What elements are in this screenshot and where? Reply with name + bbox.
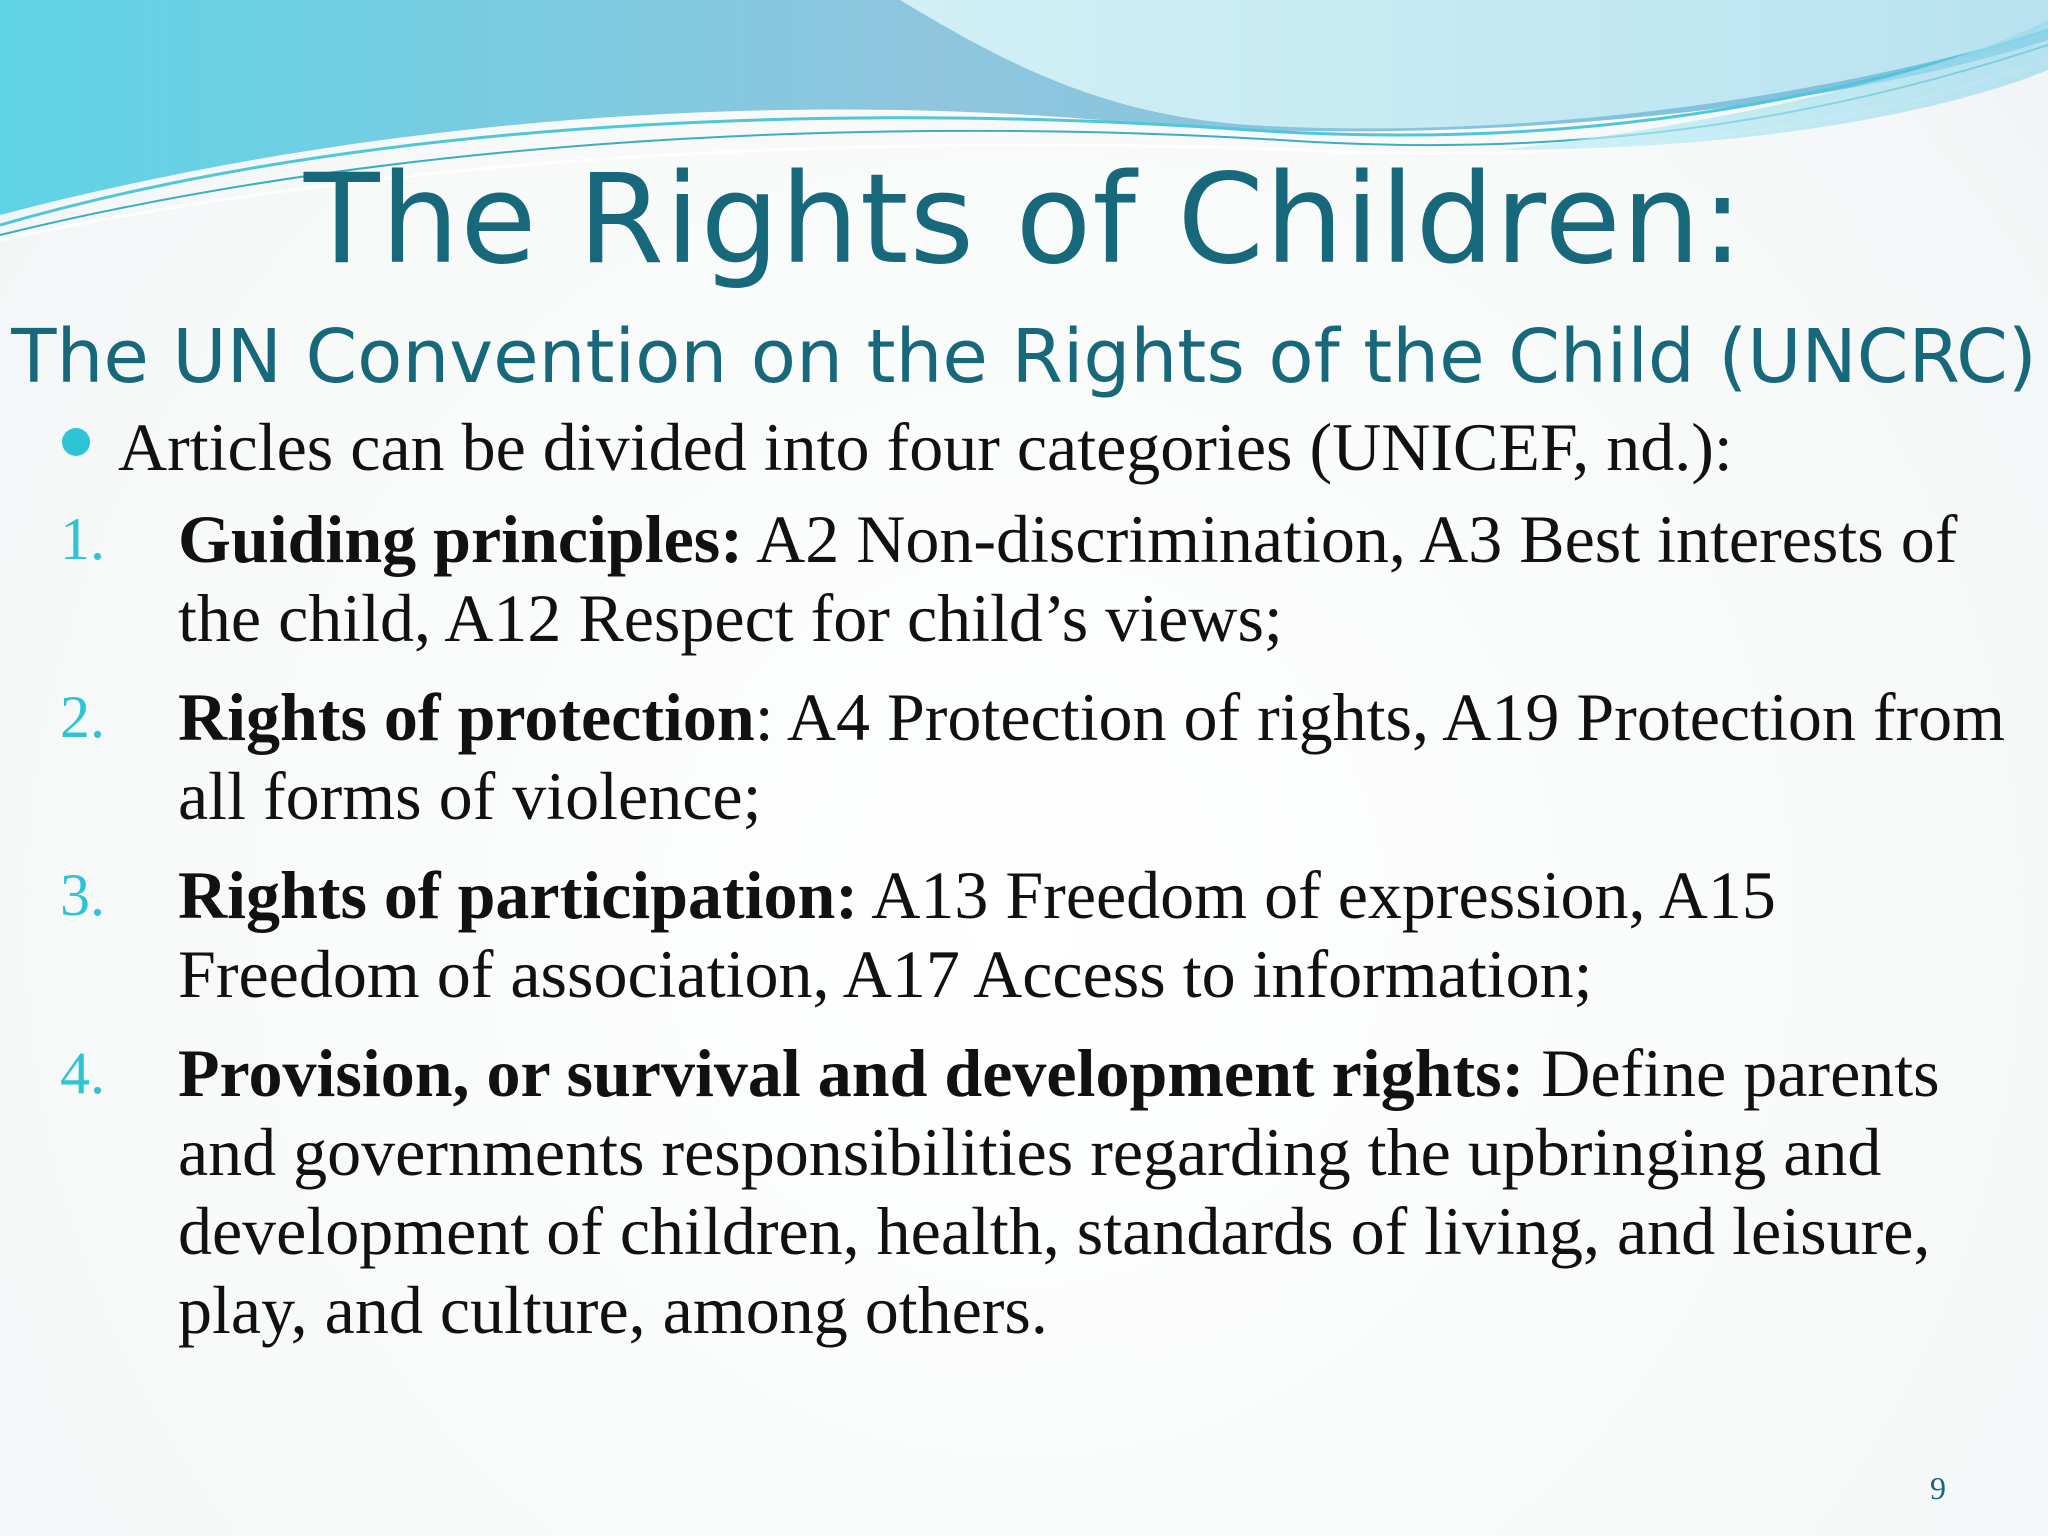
intro-bullet-text: Articles can be divided into four categories (UNICEF, nd.):: [118, 409, 1733, 485]
intro-bullet: [62, 405, 1733, 489]
list-item-number: 1.: [60, 506, 105, 572]
slide-subtitle: The UN Convention on the Rights of the Child (UNCRC): [11, 314, 2037, 400]
list-item: [0, 1034, 2048, 1350]
list-item: [0, 856, 2048, 1014]
list-item-text: : A4 Protection of rights, A19 Protection from all forms of violence;: [178, 679, 2006, 834]
list-item: [0, 500, 2048, 658]
list-item-heading: Guiding principles:: [178, 501, 743, 577]
list-item-text: A13 Freedom of expression, A15 Freedom of association, A17 Access to information;: [178, 857, 1776, 1012]
page-number: 9: [1930, 1470, 1946, 1506]
category-list: [0, 500, 2048, 1370]
slide-title: The Rights of Children:: [303, 148, 1745, 292]
list-item-text: A2 Non-discrimination, A3 Best interests of the child, A12 Respect for child’s views;: [178, 501, 1958, 656]
list-item-heading: Rights of participation:: [178, 857, 858, 933]
list-item-heading: Rights of protection: [178, 679, 755, 755]
list-item-number: 4.: [60, 1040, 105, 1106]
list-item-heading: Provision, or survival and development rights:: [178, 1035, 1525, 1111]
list-item-number: 2.: [60, 684, 105, 750]
bullet-dot-icon: [62, 428, 90, 456]
list-item-text: Define parents and governments responsibilities regarding the upbringing and development of children, health, standards of living, and leisure, play, and culture, among others.: [178, 1035, 1940, 1348]
list-item: [0, 678, 2048, 836]
list-item-number: 3.: [60, 862, 105, 928]
